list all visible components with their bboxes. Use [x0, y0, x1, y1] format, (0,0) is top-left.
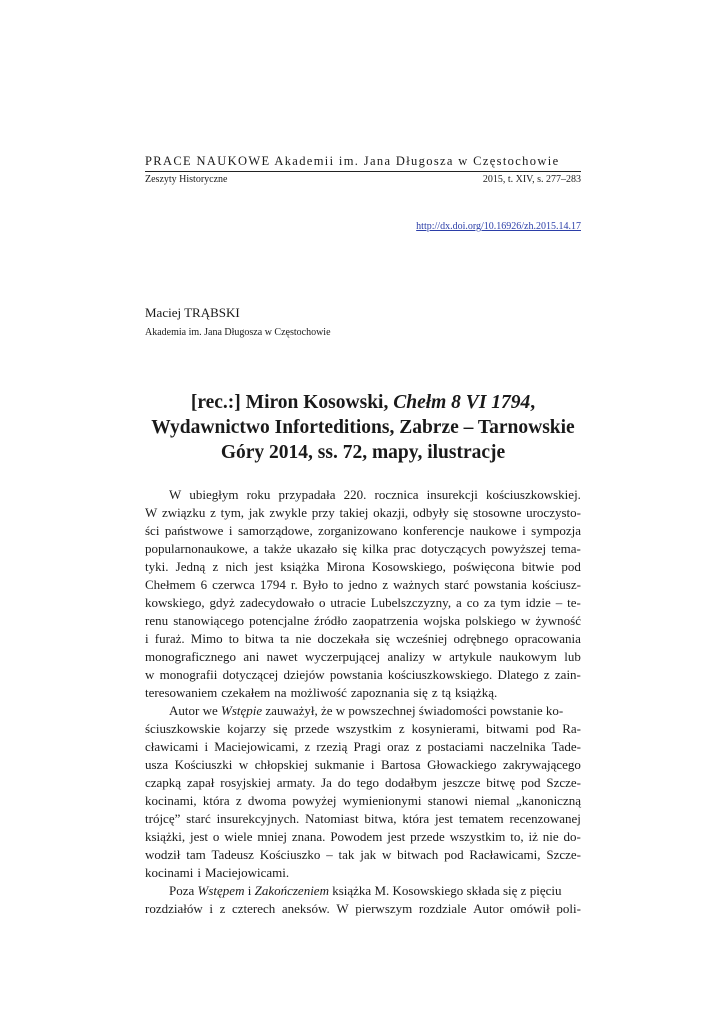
paragraph-1 — [145, 486, 581, 702]
word: się — [413, 685, 428, 700]
title-italic-work: Chełm 8 VI 1794 — [393, 392, 531, 413]
word: Autor — [473, 901, 504, 916]
word: – — [326, 847, 333, 862]
word: w — [520, 613, 531, 628]
word: monografii — [159, 667, 218, 682]
word: iż — [528, 829, 538, 844]
word: z — [398, 721, 405, 736]
word: Kościuszki — [174, 757, 233, 772]
word: z — [543, 667, 550, 682]
word: analizy — [387, 649, 426, 664]
word: ta — [279, 631, 290, 646]
word: czapką — [145, 775, 182, 790]
word: recenzowanej — [509, 811, 581, 826]
word: pod — [520, 775, 541, 790]
text-line — [145, 738, 581, 756]
word: zakrywającego — [502, 757, 581, 772]
word: renu — [145, 613, 169, 628]
text-line — [145, 504, 581, 522]
word: wodził — [145, 847, 181, 862]
word: przypadała — [278, 487, 336, 502]
word: tym — [500, 595, 521, 610]
word: – — [555, 595, 563, 610]
word: wymienionymi — [342, 793, 422, 808]
word: naczelnika — [489, 739, 546, 754]
word: państwowe — [164, 523, 224, 538]
word: z — [212, 559, 219, 574]
word: w — [238, 757, 249, 772]
word: pod — [535, 721, 556, 736]
word: furaż. — [154, 631, 185, 646]
word: czekałem — [221, 685, 271, 700]
text-line — [145, 792, 581, 810]
word: r. — [290, 577, 298, 592]
paragraph-2 — [145, 702, 581, 882]
word: wiele — [224, 829, 253, 844]
word: tam — [186, 847, 206, 862]
word: pod — [561, 559, 581, 574]
word: powyższej — [491, 541, 547, 556]
word: z — [415, 739, 422, 754]
title-line-3: Góry 2014, ss. 72, mapy, ilustracje — [220, 442, 506, 463]
text-line — [145, 828, 581, 846]
word: stanowi — [427, 793, 469, 808]
word: przy — [311, 505, 335, 520]
word: W — [169, 487, 182, 502]
word: zapoznania — [350, 685, 410, 700]
word: chłopskiej — [254, 757, 309, 772]
text-line — [145, 756, 581, 774]
text-line — [145, 684, 581, 702]
word: ani — [243, 649, 260, 664]
text-line — [145, 720, 581, 738]
doi-link[interactable]: http://dx.doi.org/10.16926/zh.2015.14.17 — [416, 221, 581, 232]
word: odbyły — [412, 505, 450, 520]
word: i — [209, 901, 213, 916]
word: zwykle — [269, 505, 307, 520]
word: te- — [567, 595, 581, 610]
word: Tade- — [551, 739, 581, 754]
word: nawet — [266, 649, 298, 664]
word: bitwami — [486, 721, 529, 736]
word: bitwa — [244, 631, 274, 646]
word: Powodem — [330, 829, 383, 844]
word: tyki. — [145, 559, 169, 574]
word: książką. — [454, 685, 498, 700]
word: Maciejowicami, — [214, 739, 299, 754]
word: jak — [360, 847, 377, 862]
word: mniej — [257, 829, 287, 844]
word: Chełmem — [145, 577, 196, 592]
word: Natomiast — [305, 811, 359, 826]
word: prac — [393, 541, 416, 556]
word: wcześniej — [396, 631, 448, 646]
word: kowskiego, — [145, 595, 205, 610]
word: jest — [387, 829, 406, 844]
word: poświęcona — [453, 559, 515, 574]
word: pod — [444, 847, 464, 862]
word: czerwca — [212, 577, 255, 592]
word: się — [453, 505, 469, 520]
text-line — [145, 612, 581, 630]
word: także — [264, 541, 292, 556]
word: rozdziale — [418, 901, 467, 916]
word: się — [375, 631, 390, 646]
word: utracie — [330, 595, 366, 610]
word: a — [456, 595, 462, 610]
word: to, — [510, 829, 524, 844]
word: popularnonaukowe, — [145, 541, 248, 556]
word: kosynierami, — [411, 721, 480, 736]
word: samorządowe, — [237, 523, 313, 538]
word: jedno — [348, 577, 378, 592]
author-name: Maciej TRĄBSKI — [145, 305, 240, 320]
word: armaty. — [276, 775, 316, 790]
word: bitwie — [521, 559, 555, 574]
word: Głowackiego — [427, 757, 497, 772]
word: i — [370, 757, 375, 772]
word: takiej — [339, 505, 369, 520]
word: znana. — [291, 829, 326, 844]
text-line: Poza Wstępem i Zakończeniem książka M. Kosowskiego składa się z pięciu — [169, 883, 562, 898]
title-line-2: Wydawnictwo Inforteditions, Zabrze – Tarnowskie — [151, 417, 575, 438]
word: zadecydowało — [239, 595, 315, 610]
word: gdyż — [209, 595, 235, 610]
word: insurekcyjnych. — [216, 811, 300, 826]
word: dotyczącej — [222, 667, 279, 682]
word: Szcze- — [546, 847, 581, 862]
word: tego — [356, 775, 380, 790]
word: nie — [542, 829, 559, 844]
word: kojarzy — [227, 721, 267, 736]
text-line — [145, 486, 581, 504]
word: zorganizowano — [318, 523, 398, 538]
paragraph-3 — [145, 882, 581, 918]
word: zaopatrzenia — [352, 613, 419, 628]
word: co — [466, 595, 479, 610]
word: kocinami — [145, 865, 194, 880]
word: jest — [189, 829, 209, 844]
word: Racławicami, — [469, 847, 541, 862]
text-line — [145, 522, 581, 540]
header-rule — [145, 171, 581, 172]
word: naukowym — [499, 649, 557, 664]
word: sukmanie — [314, 757, 365, 772]
word: z — [235, 793, 242, 808]
word: żywność — [535, 613, 581, 628]
word: omówił — [510, 901, 550, 916]
word: odrębnego — [453, 631, 509, 646]
word: wyczerpującej — [305, 649, 381, 664]
body-text — [145, 486, 581, 918]
word: w — [432, 649, 442, 664]
word: z — [382, 577, 389, 592]
word: ści — [145, 523, 160, 538]
word: 6 — [200, 577, 208, 592]
word: uroczysto- — [526, 505, 581, 520]
text-line — [145, 630, 581, 648]
word: stosowne — [472, 505, 522, 520]
word: kilka — [362, 541, 389, 556]
text-line — [145, 666, 581, 684]
word: rosyjskiej — [220, 775, 271, 790]
word: artykule — [449, 649, 492, 664]
word: starć — [186, 811, 211, 826]
word: książki, — [145, 829, 186, 844]
word: i — [228, 523, 233, 538]
word: książka — [280, 559, 320, 574]
journal-subheader — [145, 173, 581, 186]
word: o — [319, 595, 326, 610]
word: idzie — [525, 595, 551, 610]
word: Maciejowicami. — [205, 865, 290, 880]
word: sympozja — [531, 523, 581, 538]
journal-title: PRACE NAUKOWE Akademii im. Jana Długosza w Częstochowie — [145, 154, 560, 168]
word: dziejów — [283, 667, 325, 682]
word: wszystkim — [449, 829, 506, 844]
word: jak — [248, 505, 265, 520]
word: W — [145, 505, 158, 520]
word: przede — [294, 721, 330, 736]
word: w — [381, 847, 392, 862]
word: Ra- — [562, 721, 581, 736]
word: Lubelszczyzny, — [370, 595, 452, 610]
word: do — [337, 775, 351, 790]
word: z — [210, 505, 216, 520]
word: i — [204, 739, 209, 754]
word: jeszcze — [442, 775, 481, 790]
word: aneksów. — [281, 901, 330, 916]
word: jest — [434, 811, 454, 826]
word: trójcę” — [145, 811, 181, 826]
word: insurekcji — [426, 487, 478, 502]
word: kościusz- — [531, 577, 581, 592]
word: zain- — [554, 667, 581, 682]
italic-wstep: Wstępie — [221, 703, 263, 718]
word: przede — [410, 829, 445, 844]
word: tym, — [220, 505, 245, 520]
word: dwoma — [247, 793, 287, 808]
word: to — [228, 631, 239, 646]
word: dotyczących — [420, 541, 486, 556]
word: Mirona — [326, 559, 365, 574]
word: w — [145, 667, 155, 682]
word: źródło — [314, 613, 348, 628]
word: i — [197, 865, 202, 880]
word: rzezią — [316, 739, 348, 754]
word: i — [522, 523, 526, 538]
word: która — [202, 793, 230, 808]
word: Tadeusz — [211, 847, 254, 862]
word: pierwszym — [355, 901, 413, 916]
word: „kanoniczną — [516, 793, 581, 808]
word: doczekała — [317, 631, 370, 646]
word: rozdziałów — [145, 901, 203, 916]
word: kościuszkowskiego. — [387, 667, 493, 682]
word: bitwa, — [364, 811, 397, 826]
word: 220. — [343, 487, 367, 502]
word: Jedną — [175, 559, 206, 574]
text-line — [145, 576, 581, 594]
word: dodałbym — [384, 775, 437, 790]
author-affiliation: Akademia im. Jana Długosza w Częstochowie — [145, 327, 331, 338]
word: stanowiącego — [173, 613, 244, 628]
word: tak — [338, 847, 355, 862]
word: za — [483, 595, 496, 610]
word: cławicami — [145, 739, 199, 754]
word: okazji, — [373, 505, 409, 520]
word: teresowaniem — [145, 685, 218, 700]
word: Kosowskiego, — [371, 559, 446, 574]
word: Kościuszko — [259, 847, 321, 862]
word: lub — [564, 649, 581, 664]
word: tema- — [551, 541, 581, 556]
text-line — [145, 558, 581, 576]
journal-header — [145, 153, 581, 186]
word: W — [336, 901, 349, 916]
word: na — [274, 685, 287, 700]
word: nich — [225, 559, 248, 574]
word: roku — [246, 487, 271, 502]
word: z — [219, 901, 226, 916]
word: jest — [255, 559, 274, 574]
text-line — [145, 900, 581, 918]
word: związku — [162, 505, 206, 520]
word: poli- — [556, 901, 581, 916]
word: do- — [563, 829, 581, 844]
word: ukazało — [296, 541, 338, 556]
word: a — [253, 541, 259, 556]
text-line — [145, 810, 581, 828]
word: wszystkim — [336, 721, 392, 736]
word: i — [145, 631, 149, 646]
word: Ja — [321, 775, 332, 790]
text-line — [145, 540, 581, 558]
word: się — [342, 541, 357, 556]
word: Szcze- — [546, 775, 581, 790]
volume-pages: 2015, t. XIV, s. 277–283 — [482, 174, 581, 185]
word: z — [304, 739, 311, 754]
word: nie — [295, 631, 312, 646]
word: z — [431, 685, 438, 700]
title-line-1: [rec.:] Miron Kosowski, Chełm 8 VI 1794, — [190, 392, 536, 413]
word: o — [212, 829, 220, 844]
word: potencjalne — [249, 613, 310, 628]
word: wojska — [423, 613, 461, 628]
word: tą — [441, 685, 451, 700]
word: to — [333, 577, 344, 592]
word: powstania — [329, 667, 383, 682]
word: która — [402, 811, 430, 826]
word: ważnych — [393, 577, 440, 592]
word: ściuszkowskie — [145, 721, 221, 736]
journal-series: Zeszyty Historyczne — [145, 174, 228, 185]
text-line — [145, 774, 581, 792]
word: kościuszkowskiej. — [485, 487, 581, 502]
word: powstania — [474, 577, 527, 592]
word: się — [273, 721, 288, 736]
word: Dlatego — [497, 667, 539, 682]
word: rocznica — [374, 487, 419, 502]
word: Było — [302, 577, 329, 592]
word: bitwę — [486, 775, 516, 790]
article-title — [130, 390, 596, 465]
text-line — [145, 648, 581, 666]
word: czterech — [231, 901, 276, 916]
word: możliwość — [290, 685, 347, 700]
word: monograficznego — [145, 649, 236, 664]
word: Bartosa — [380, 757, 421, 772]
word: bitwach — [397, 847, 439, 862]
text-line — [145, 594, 581, 612]
word: konferencje — [402, 523, 465, 538]
word: zapał — [186, 775, 215, 790]
text-line — [145, 846, 581, 864]
word: ubiegłym — [189, 487, 239, 502]
word: tematem — [458, 811, 504, 826]
word: Pragi — [353, 739, 381, 754]
italic-wstepem: Wstępem — [197, 883, 245, 898]
word: 1794 — [259, 577, 286, 592]
word: opracowania — [514, 631, 581, 646]
word: postaciami — [427, 739, 484, 754]
word: naukowe — [469, 523, 517, 538]
word: polskiego — [465, 613, 516, 628]
word: kocinami, — [145, 793, 197, 808]
text-line: Autor we Wstępie zauważył, że w powszechnej świadomości powstanie ko- — [169, 703, 564, 718]
word: powyżej — [292, 793, 337, 808]
word: Mimo — [190, 631, 223, 646]
word: usza — [145, 757, 169, 772]
word: oraz — [387, 739, 410, 754]
text-line — [145, 864, 581, 882]
italic-zakonczeniem: Zakończeniem — [254, 883, 329, 898]
word: niemal — [474, 793, 510, 808]
word: starć — [444, 577, 469, 592]
